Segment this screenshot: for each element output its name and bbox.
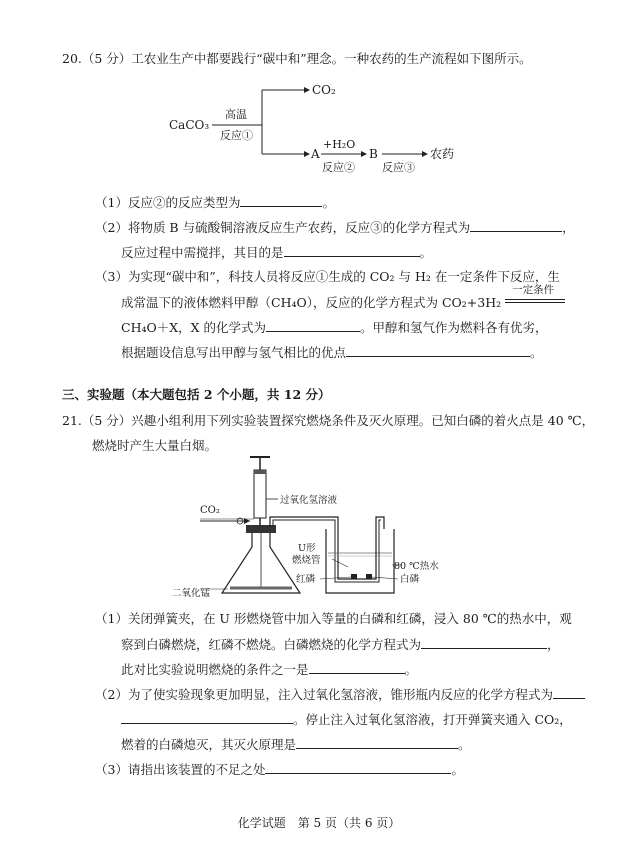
- syringe: [250, 457, 270, 527]
- flow-h2o: +H₂O: [323, 138, 356, 151]
- stopper: [246, 525, 276, 533]
- q20-part3d: 根据题设信息写出甲醇与氢气相比的优点 。: [121, 345, 543, 360]
- q21-part2c: 燃着的白磷熄灭，其灭火原理是 。: [121, 737, 471, 752]
- label-white-p: 白磷: [400, 574, 420, 585]
- blank[interactable]: [553, 685, 585, 699]
- q20-part2a: （2）将物质 B 与硫酸铜溶液反应生产农药，反应③的化学方程式为 ，: [95, 220, 575, 235]
- label-hot-water: 80 ℃热水: [394, 561, 439, 572]
- q21-part2b: 。停止注入过氧化氢溶液，打开弹簧夹通入 CO₂，: [121, 710, 572, 729]
- flow-pesticide: 农药: [430, 147, 455, 161]
- q21-header-a: 21.（5 分）兴趣小组利用下列实验装置探究燃烧条件及灭火原理。已知白磷的着火点是 40 ℃，: [62, 413, 595, 428]
- blank[interactable]: [470, 218, 562, 232]
- flow-b: B: [369, 147, 378, 161]
- section3-title: 三、实验题（本大题包括 2 个小题，共 12 分）: [62, 387, 331, 402]
- label-mno2: 二氧化锰: [172, 588, 211, 599]
- flow-reaction1: 反应①: [220, 129, 253, 142]
- blank[interactable]: [296, 735, 458, 749]
- flow-reaction3: 反应③: [382, 161, 415, 174]
- label-red-p: 红磷: [296, 574, 316, 585]
- blank[interactable]: [240, 193, 322, 207]
- blank[interactable]: [309, 660, 405, 674]
- blank[interactable]: [421, 635, 547, 649]
- blank[interactable]: [121, 710, 293, 724]
- q21-apparatus: [170, 455, 450, 600]
- q21-part3: （3）请指出该装置的不足之处 。: [95, 762, 464, 777]
- q20-part3a: （3）为实现“碳中和”，科技人员将反应①生成的 CO₂ 与 H₂ 在一定条件下反应，生: [95, 269, 560, 284]
- q20-header: 20.（5 分）工农业生产中都要践行“碳中和”理念。一种农药的生产流程如下图所示。: [62, 51, 532, 66]
- q20-part3c: CH₄O＋X，X 的化学式为 。甲醇和氢气作为燃料各有优劣，: [121, 320, 548, 335]
- page-footer: 化学试题 第 5 页（共 6 页）: [237, 816, 401, 830]
- flow-reaction2: 反应②: [322, 161, 355, 174]
- label-h2o2: 过氧化氢溶液: [280, 495, 338, 506]
- q21-header-b: 燃烧时产生大量白烟。: [92, 438, 218, 453]
- blank[interactable]: [346, 343, 530, 357]
- blank[interactable]: [266, 318, 360, 332]
- red-phosphorus: [351, 574, 357, 579]
- q20-flow-diagram: [160, 78, 460, 178]
- q20-part1: （1）反应②的反应类型为 。: [95, 195, 335, 210]
- flow-co2: CO₂: [312, 83, 336, 97]
- flow-a: A: [311, 147, 320, 161]
- q21-part2a: （2）为了使实验现象更加明显，注入过氧化氢溶液，锥形瓶内反应的化学方程式为: [95, 685, 585, 704]
- blank[interactable]: [284, 243, 420, 257]
- q21-part1a: （1）关闭弹簧夹，在 U 形燃烧管中加入等量的白磷和红磷，浸入 80 ℃的热水中，观: [95, 611, 572, 626]
- white-phosphorus: [366, 574, 372, 579]
- blank[interactable]: [265, 760, 451, 774]
- flow-caco3: CaCO₃: [169, 118, 210, 132]
- label-u-tube-2: 燃烧管: [292, 555, 321, 566]
- q20-part3b: 成常温下的液体燃料甲醇（CH₄O），反应的化学方程式为 CO₂+3H₂ 一定条件: [121, 293, 565, 312]
- flow-high-temp: 高温: [225, 108, 247, 121]
- q21-part1b: 察到白磷燃烧，红磷不燃烧。白磷燃烧的化学方程式为 ，: [121, 637, 560, 652]
- q20-part2b: 反应过程中需搅拌，其目的是 。: [121, 245, 433, 260]
- condition-arrow: 一定条件: [505, 293, 565, 307]
- label-u-tube-1: U形: [298, 543, 316, 554]
- q21-part1c: 此对比实验说明燃烧的条件之一是 。: [121, 662, 418, 677]
- label-co2: CO₂: [200, 505, 220, 516]
